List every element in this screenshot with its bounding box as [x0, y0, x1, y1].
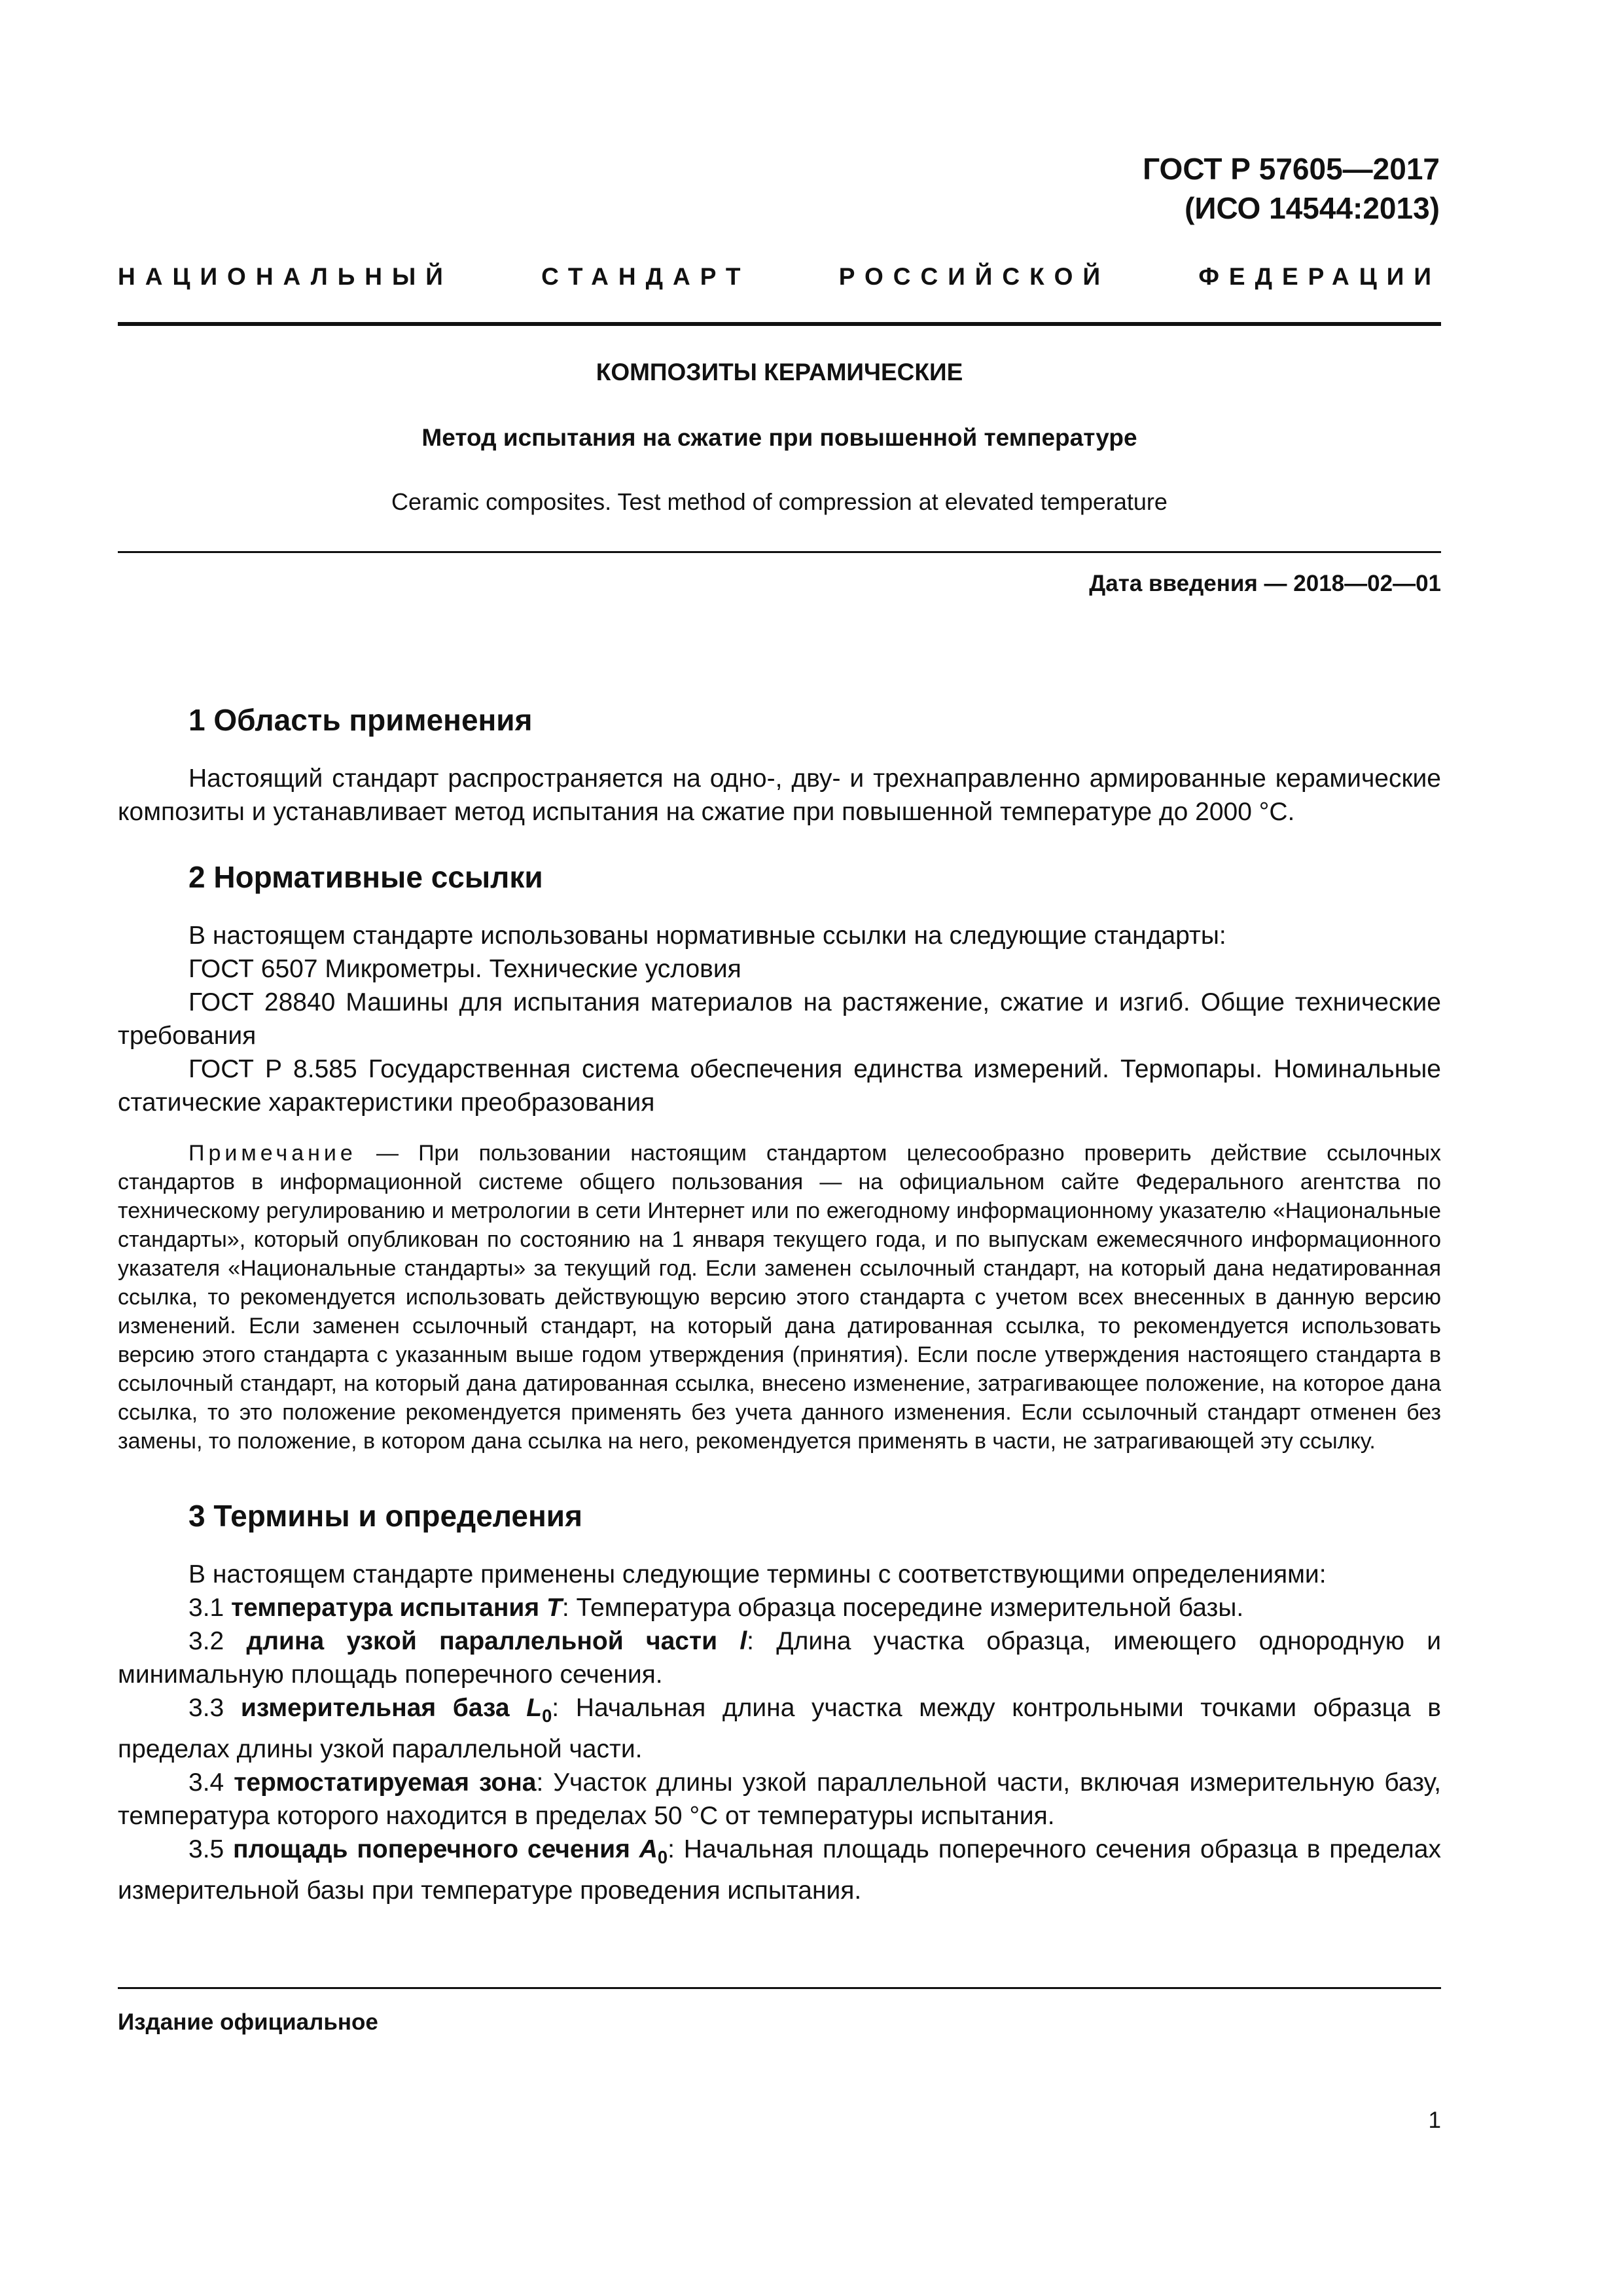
term-definition: 3.5 площадь поперечного сечения $A_0$: Начальная площадь поперечного сечения образца в пределах измерительной базы при температуре проведения испытания. — [118, 1835, 1441, 1905]
section-2-intro: В настоящем стандарте использованы нормативные ссылки на следующие стандарты: — [188, 922, 1226, 950]
gost-number: ГОСТ Р 57605—2017 — [1143, 152, 1440, 186]
document-title: КОМПОЗИТЫ КЕРАМИЧЕСКИЕ — [596, 359, 963, 386]
section-3-intro: В настоящем стандарте применены следующие термины с соответствующими определениями: — [188, 1560, 1327, 1588]
document-subtitle: Метод испытания на сжатие при повышенной температуре — [421, 424, 1137, 451]
document-title-english: Ceramic composites. Test method of compression at elevated temperature — [391, 488, 1168, 515]
introduction-date: Дата введения — 2018—02—01 — [1089, 571, 1441, 596]
section-3-heading: 3 Термины и определения — [188, 1499, 582, 1533]
reference-item: ГОСТ 6507 Микрометры. Технические условия — [188, 955, 741, 983]
section-2-heading: 2 Нормативные ссылки — [188, 860, 543, 894]
term-name: длина узкой параллельной части l — [246, 1627, 747, 1655]
term-definition: 3.2 длина узкой параллельной части l: Длина участка образца, имеющего однородную и минимальную площадь поперечного сечения. — [118, 1627, 1441, 1689]
note-text: — При пользовании настоящим стандартом целесообразно проверить действие ссылочных стандартов в информационной системе общего пользования — на официальном сайте Федерального агентства по техническому регулированию и метрологии в сети Интернет или по ежегодному информационному указателю «Национальные стандарты», который опубликован по состоянию на 1 января текущего года, и по выпускам ежемесячного информационного указателя «Национальные стандарты» за текущий год. Если заменен ссылочный стандарт, на который дана недатированная ссылка, то рекомендуется использовать действующую версию этого стандарта с учетом всех внесенных в данную версию изменений. Если заменен ссылочный стандарт, на который дана датированная ссылка, то рекомендуется использовать версию этого стандарта с указанным выше годом утверждения (принятия). Если после утверждения настоящего стандарта в ссылочный стандарт, на который дана датированная ссылка, внесено изменение, затрагивающее положение, на которое дана ссылка, то это положение рекомендуется применять без учета данного изменения. Если ссылочный стандарт отменен без замены, то положение, в котором дана ссылка на него, рекомендуется применять в части, не затрагивающей эту ссылку. — [118, 1141, 1441, 1454]
page-number: 1 — [1428, 2108, 1441, 2133]
term-definition: 3.3 измерительная база $L_0$: Начальная длина участка между контрольными точками образца в пределах длины узкой параллельной части. — [118, 1694, 1441, 1763]
term-definition: 3.4 термостатируемая зона: Участок длины узкой параллельной части, включая измерительную базу, температура которого находится в пределах 50 °C от температуры испытания. — [118, 1768, 1441, 1830]
national-standard-banner: НАЦИОНАЛЬНЫЙ СТАНДАРТ РОССИЙСКОЙ ФЕДЕРАЦИИ — [118, 263, 1441, 290]
note-paragraph — [118, 1139, 1441, 1456]
document-number-block — [1143, 149, 1440, 228]
section-1-heading: 1 Область применения — [188, 703, 533, 737]
title-divider — [118, 551, 1441, 553]
header-divider — [118, 322, 1441, 326]
document-body — [118, 700, 1441, 1907]
reference-item: ГОСТ Р 8.585 Государственная система обеспечения единства измерений. Термопары. Номинальные статические характеристики преобразования — [118, 1055, 1441, 1117]
term-name: измерительная база $L_0$ — [240, 1694, 552, 1726]
official-edition-label: Издание официальное — [118, 2009, 378, 2035]
term-name: площадь поперечного сечения $A_0$ — [233, 1835, 668, 1867]
term-name: термостатируемая зона — [234, 1768, 537, 1797]
term-definition: 3.1 температура испытания T: Температура образца посередине измерительной базы. — [188, 1594, 1244, 1622]
reference-item: ГОСТ 28840 Машины для испытания материалов на растяжение, сжатие и изгиб. Общие технические требования — [118, 988, 1441, 1050]
term-name: температура испытания T — [231, 1594, 562, 1622]
section-1-text: Настоящий стандарт распространяется на одно-, дву- и трехнаправленно армированные керамические композиты и устанавливает метод испытания на сжатие при повышенной температуре до 2000 °C. — [118, 764, 1441, 826]
iso-number: (ИСО 14544:2013) — [1185, 191, 1440, 225]
footer-divider — [118, 1987, 1441, 1989]
note-label: Примечание — [188, 1141, 357, 1166]
